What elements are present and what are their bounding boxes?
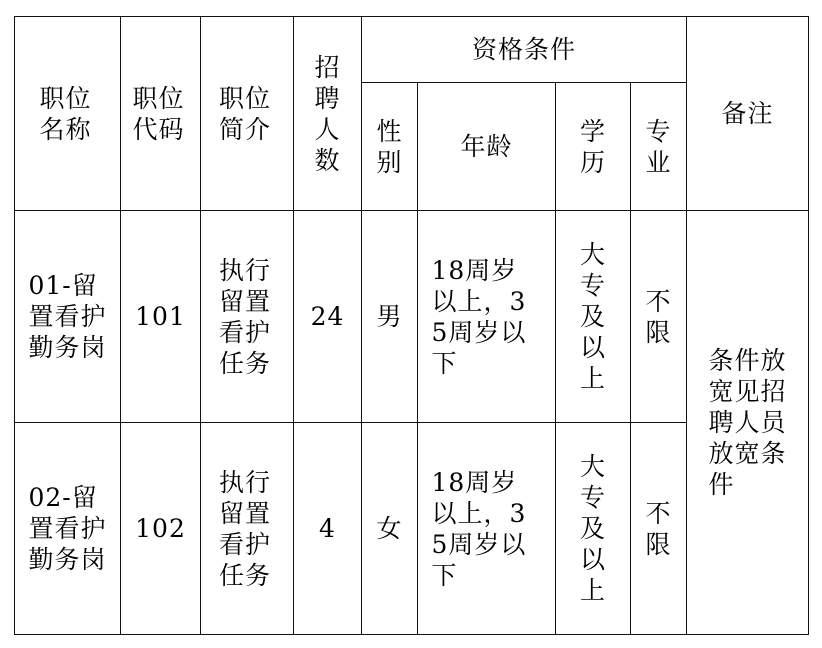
table-row bbox=[15, 211, 809, 423]
recruit-count-cell: 24 bbox=[294, 211, 362, 423]
header-major: 专业 bbox=[631, 83, 687, 211]
position-code-cell: 102 bbox=[121, 423, 201, 635]
remarks-cell: 条件放宽见招聘人员放宽条件 bbox=[687, 211, 809, 635]
education-cell: 大专及以上 bbox=[556, 423, 631, 635]
header-position-intro: 职位简介 bbox=[201, 17, 294, 211]
position-intro-cell: 执行留置看护任务 bbox=[201, 423, 294, 635]
recruit-count-cell: 4 bbox=[294, 423, 362, 635]
gender-cell: 女 bbox=[362, 423, 418, 635]
recruitment-table bbox=[14, 16, 809, 635]
position-code-cell: 101 bbox=[121, 211, 201, 423]
age-cell: 18周岁以上，35周岁以下 bbox=[418, 423, 556, 635]
header-position-code: 职位代码 bbox=[121, 17, 201, 211]
header-education: 学历 bbox=[556, 83, 631, 211]
header-recruit-count: 招聘人数 bbox=[294, 17, 362, 211]
major-cell: 不限 bbox=[631, 423, 687, 635]
position-name-cell: 02-留置看护勤务岗 bbox=[15, 423, 121, 635]
education-cell: 大专及以上 bbox=[556, 211, 631, 423]
header-position-name: 职位名称 bbox=[15, 17, 121, 211]
header-qualifications: 资格条件 bbox=[362, 17, 687, 83]
age-cell: 18周岁以上，35周岁以下 bbox=[418, 211, 556, 423]
gender-cell: 男 bbox=[362, 211, 418, 423]
major-cell: 不限 bbox=[631, 211, 687, 423]
header-gender: 性别 bbox=[362, 83, 418, 211]
position-name-cell: 01-留置看护勤务岗 bbox=[15, 211, 121, 423]
header-remarks: 备注 bbox=[687, 17, 809, 211]
header-age: 年龄 bbox=[418, 83, 556, 211]
position-intro-cell: 执行留置看护任务 bbox=[201, 211, 294, 423]
